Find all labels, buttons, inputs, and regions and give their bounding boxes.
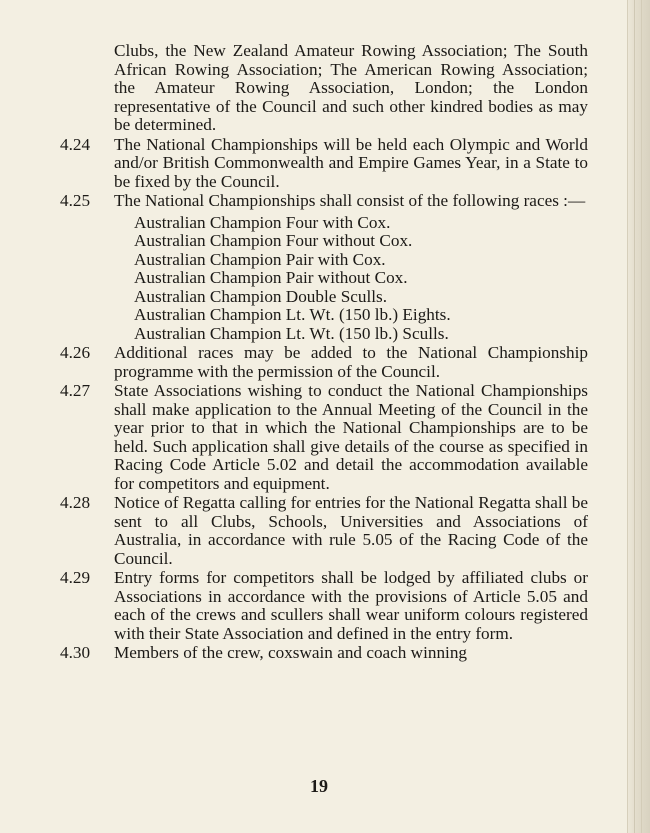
clause-number: 4.24 xyxy=(60,134,91,154)
clause-4-26 xyxy=(60,344,588,381)
clause-number: 4.28 xyxy=(60,493,91,512)
clause-4-24 xyxy=(60,136,588,192)
list-item: Australian Champion Four without Cox. xyxy=(134,231,413,250)
intro-paragraph: Clubs, the New Zealand Amateur Rowing Association; The South African Rowing Association; The American Rowing Association; the Amateur Rowing Association, London; the London representative of the Council and such other kindred bodies as may be determined. xyxy=(114,41,588,134)
clause-4-27 xyxy=(60,382,588,493)
clause-text: Additional races may be added to the National Championship programme with the permission of the Council. xyxy=(114,343,588,381)
clause-number: 4.26 xyxy=(60,343,91,362)
clause-number: 4.30 xyxy=(60,643,91,662)
clause-text: Notice of Regatta calling for entries for the National Regatta shall be sent to all Clubs, Schools, Universities and Associations of Australia, in accordance with rule 5.05 of the Racing Code of the Council. xyxy=(114,493,588,568)
clause-number: 4.25 xyxy=(60,191,91,210)
clause-number: 4.29 xyxy=(60,568,91,587)
clause-text: State Associations wishing to conduct the National Championships shall make application to the Annual Meeting of the Council in the year prior to that in which the National Championships are to be held. Such application shall give details of the course as specified in Racing Code Article 5.02 and detail the accommodation available for competitors and equipment. xyxy=(114,381,588,493)
clause-body xyxy=(114,192,588,343)
list-item: Australian Champion Lt. Wt. (150 lb.) Sculls. xyxy=(134,323,449,343)
page-edge xyxy=(627,0,650,833)
clause-4-28 xyxy=(60,494,588,568)
page-number: 19 xyxy=(310,776,328,796)
clause-text: Members of the crew, coxswain and coach winning xyxy=(114,643,468,662)
rules-text xyxy=(60,42,588,664)
clause-number: 4.27 xyxy=(60,381,91,400)
clause-text: The National Championships will be held each Olympic and World and/or British Commonwealth and Empire Games Year, in a State to be fixed by the Council. xyxy=(114,134,588,191)
list-item: Australian Champion Pair with Cox. xyxy=(134,249,386,269)
clause-text: Entry forms for competitors shall be lodged by affiliated clubs or Associations in accordance with the provisions of Article 5.05 and each of the crews and scullers shall wear uniform colours registered with their State Association and defined in the entry form. xyxy=(114,568,588,643)
list-item: Australian Champion Four with Cox. xyxy=(134,212,391,232)
list-item: Australian Champion Lt. Wt. (150 lb.) Eights. xyxy=(134,305,451,324)
clause-4-29 xyxy=(60,569,588,643)
clause-4-30 xyxy=(60,644,588,663)
list-item: Australian Champion Double Sculls. xyxy=(134,286,388,306)
clause-text: The National Championships shall consist of the following races :— xyxy=(114,191,586,210)
list-item: Australian Champion Pair without Cox. xyxy=(134,268,408,287)
clause-4-25 xyxy=(60,192,588,343)
race-list xyxy=(134,214,588,344)
